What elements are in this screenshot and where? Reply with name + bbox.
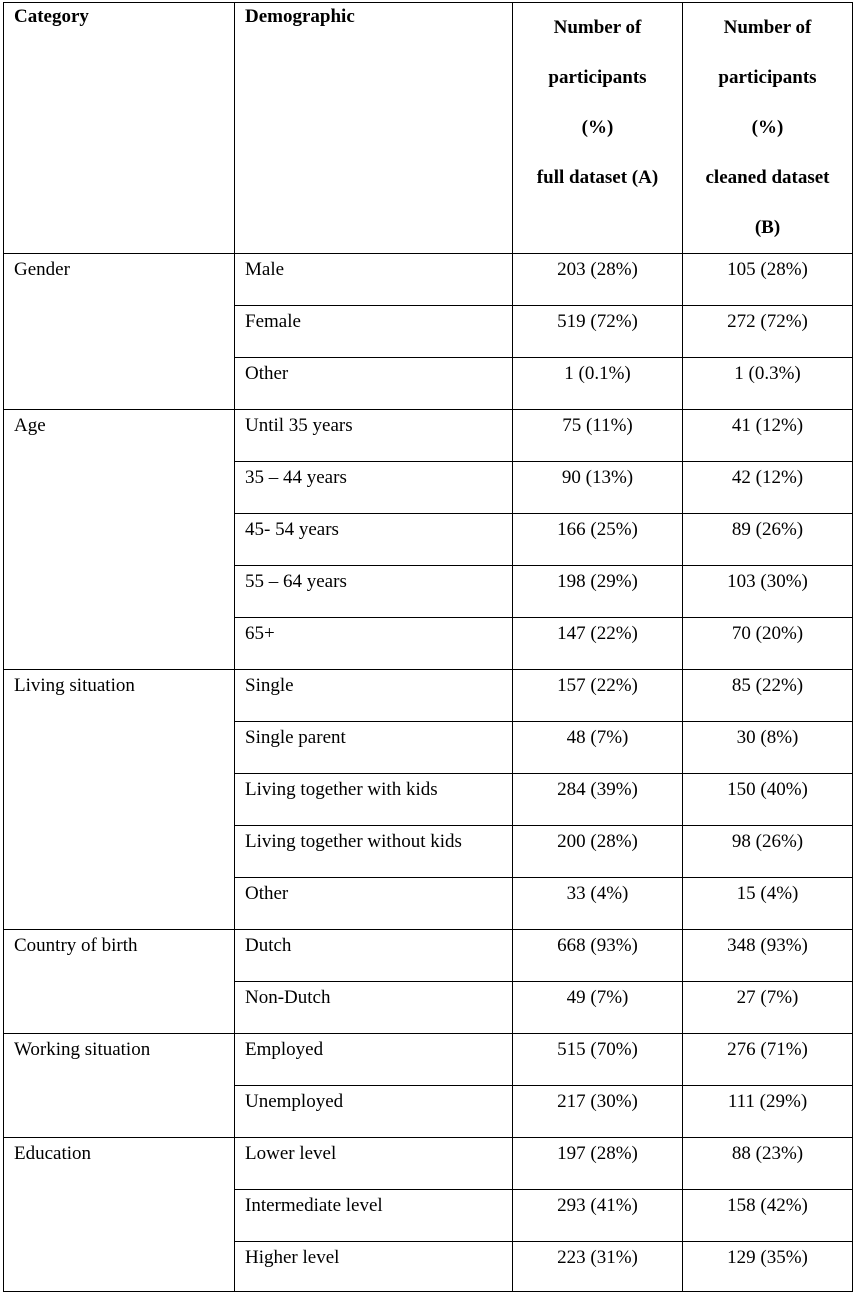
full-dataset-cell: 90 (13%) xyxy=(513,462,683,514)
demographic-cell: Dutch xyxy=(235,930,513,982)
cleaned-dataset-cell: 88 (23%) xyxy=(683,1138,853,1190)
full-dataset-cell: 147 (22%) xyxy=(513,618,683,670)
cleaned-dataset-cell: 30 (8%) xyxy=(683,722,853,774)
cleaned-dataset-cell: 98 (26%) xyxy=(683,826,853,878)
demographic-cell: Living together with kids xyxy=(235,774,513,826)
demographic-cell: Unemployed xyxy=(235,1086,513,1138)
cleaned-dataset-cell: 158 (42%) xyxy=(683,1190,853,1242)
category-cell: Education xyxy=(4,1138,235,1292)
cleaned-dataset-cell: 348 (93%) xyxy=(683,930,853,982)
cleaned-dataset-cell: 70 (20%) xyxy=(683,618,853,670)
header-full-dataset xyxy=(513,3,683,254)
header-cleaned-dataset xyxy=(683,3,853,254)
header-cleaned-line: participants xyxy=(718,67,817,88)
category-cell: Age xyxy=(4,410,235,670)
demographic-cell: Single xyxy=(235,670,513,722)
demographic-cell: Female xyxy=(235,306,513,358)
category-cell: Country of birth xyxy=(4,930,235,1034)
header-cleaned-line: (B) xyxy=(754,217,781,238)
header-category: Category xyxy=(4,3,235,254)
demographics-table xyxy=(3,2,853,1292)
cleaned-dataset-cell: 150 (40%) xyxy=(683,774,853,826)
full-dataset-cell: 217 (30%) xyxy=(513,1086,683,1138)
cleaned-dataset-cell: 105 (28%) xyxy=(683,254,853,306)
demographic-cell: Other xyxy=(235,358,513,410)
full-dataset-cell: 48 (7%) xyxy=(513,722,683,774)
header-row xyxy=(4,3,853,254)
demographic-cell: 45- 54 years xyxy=(235,514,513,566)
demographic-cell: Non-Dutch xyxy=(235,982,513,1034)
full-dataset-cell: 203 (28%) xyxy=(513,254,683,306)
full-dataset-cell: 293 (41%) xyxy=(513,1190,683,1242)
cleaned-dataset-cell: 42 (12%) xyxy=(683,462,853,514)
demographic-cell: Until 35 years xyxy=(235,410,513,462)
full-dataset-cell: 200 (28%) xyxy=(513,826,683,878)
full-dataset-cell: 33 (4%) xyxy=(513,878,683,930)
demographic-cell: Intermediate level xyxy=(235,1190,513,1242)
full-dataset-cell: 284 (39%) xyxy=(513,774,683,826)
category-cell: Working situation xyxy=(4,1034,235,1138)
table-row xyxy=(4,670,853,722)
full-dataset-cell: 166 (25%) xyxy=(513,514,683,566)
cleaned-dataset-cell: 1 (0.3%) xyxy=(683,358,853,410)
full-dataset-cell: 197 (28%) xyxy=(513,1138,683,1190)
category-cell: Gender xyxy=(4,254,235,410)
cleaned-dataset-cell: 276 (71%) xyxy=(683,1034,853,1086)
table-row xyxy=(4,410,853,462)
header-full-line: participants xyxy=(548,67,647,88)
header-demographic: Demographic xyxy=(235,3,513,254)
demographic-cell: Lower level xyxy=(235,1138,513,1190)
full-dataset-cell: 515 (70%) xyxy=(513,1034,683,1086)
header-cleaned-line: cleaned dataset xyxy=(705,167,830,188)
demographic-cell: Single parent xyxy=(235,722,513,774)
full-dataset-cell: 1 (0.1%) xyxy=(513,358,683,410)
full-dataset-cell: 223 (31%) xyxy=(513,1242,683,1292)
demographic-cell: Living together without kids xyxy=(235,826,513,878)
cleaned-dataset-cell: 129 (35%) xyxy=(683,1242,853,1292)
table-row xyxy=(4,930,853,982)
full-dataset-cell: 519 (72%) xyxy=(513,306,683,358)
header-cleaned-line: Number of xyxy=(723,17,812,38)
demographic-cell: Other xyxy=(235,878,513,930)
table-row xyxy=(4,1138,853,1190)
demographic-cell: Higher level xyxy=(235,1242,513,1292)
header-full-line: Number of xyxy=(553,17,642,38)
cleaned-dataset-cell: 111 (29%) xyxy=(683,1086,853,1138)
header-cleaned-line: (%) xyxy=(751,117,784,138)
cleaned-dataset-cell: 15 (4%) xyxy=(683,878,853,930)
cleaned-dataset-cell: 272 (72%) xyxy=(683,306,853,358)
cleaned-dataset-cell: 27 (7%) xyxy=(683,982,853,1034)
demographic-cell: Male xyxy=(235,254,513,306)
cleaned-dataset-cell: 103 (30%) xyxy=(683,566,853,618)
category-cell: Living situation xyxy=(4,670,235,930)
cleaned-dataset-cell: 89 (26%) xyxy=(683,514,853,566)
demographic-cell: 65+ xyxy=(235,618,513,670)
full-dataset-cell: 75 (11%) xyxy=(513,410,683,462)
cleaned-dataset-cell: 85 (22%) xyxy=(683,670,853,722)
full-dataset-cell: 157 (22%) xyxy=(513,670,683,722)
demographic-cell: Employed xyxy=(235,1034,513,1086)
full-dataset-cell: 668 (93%) xyxy=(513,930,683,982)
header-full-line: full dataset (A) xyxy=(536,167,659,188)
demographic-cell: 35 – 44 years xyxy=(235,462,513,514)
demographic-cell: 55 – 64 years xyxy=(235,566,513,618)
full-dataset-cell: 49 (7%) xyxy=(513,982,683,1034)
table-row xyxy=(4,1034,853,1086)
table-row xyxy=(4,254,853,306)
full-dataset-cell: 198 (29%) xyxy=(513,566,683,618)
table-body xyxy=(4,254,853,1292)
header-full-line: (%) xyxy=(581,117,614,138)
cleaned-dataset-cell: 41 (12%) xyxy=(683,410,853,462)
